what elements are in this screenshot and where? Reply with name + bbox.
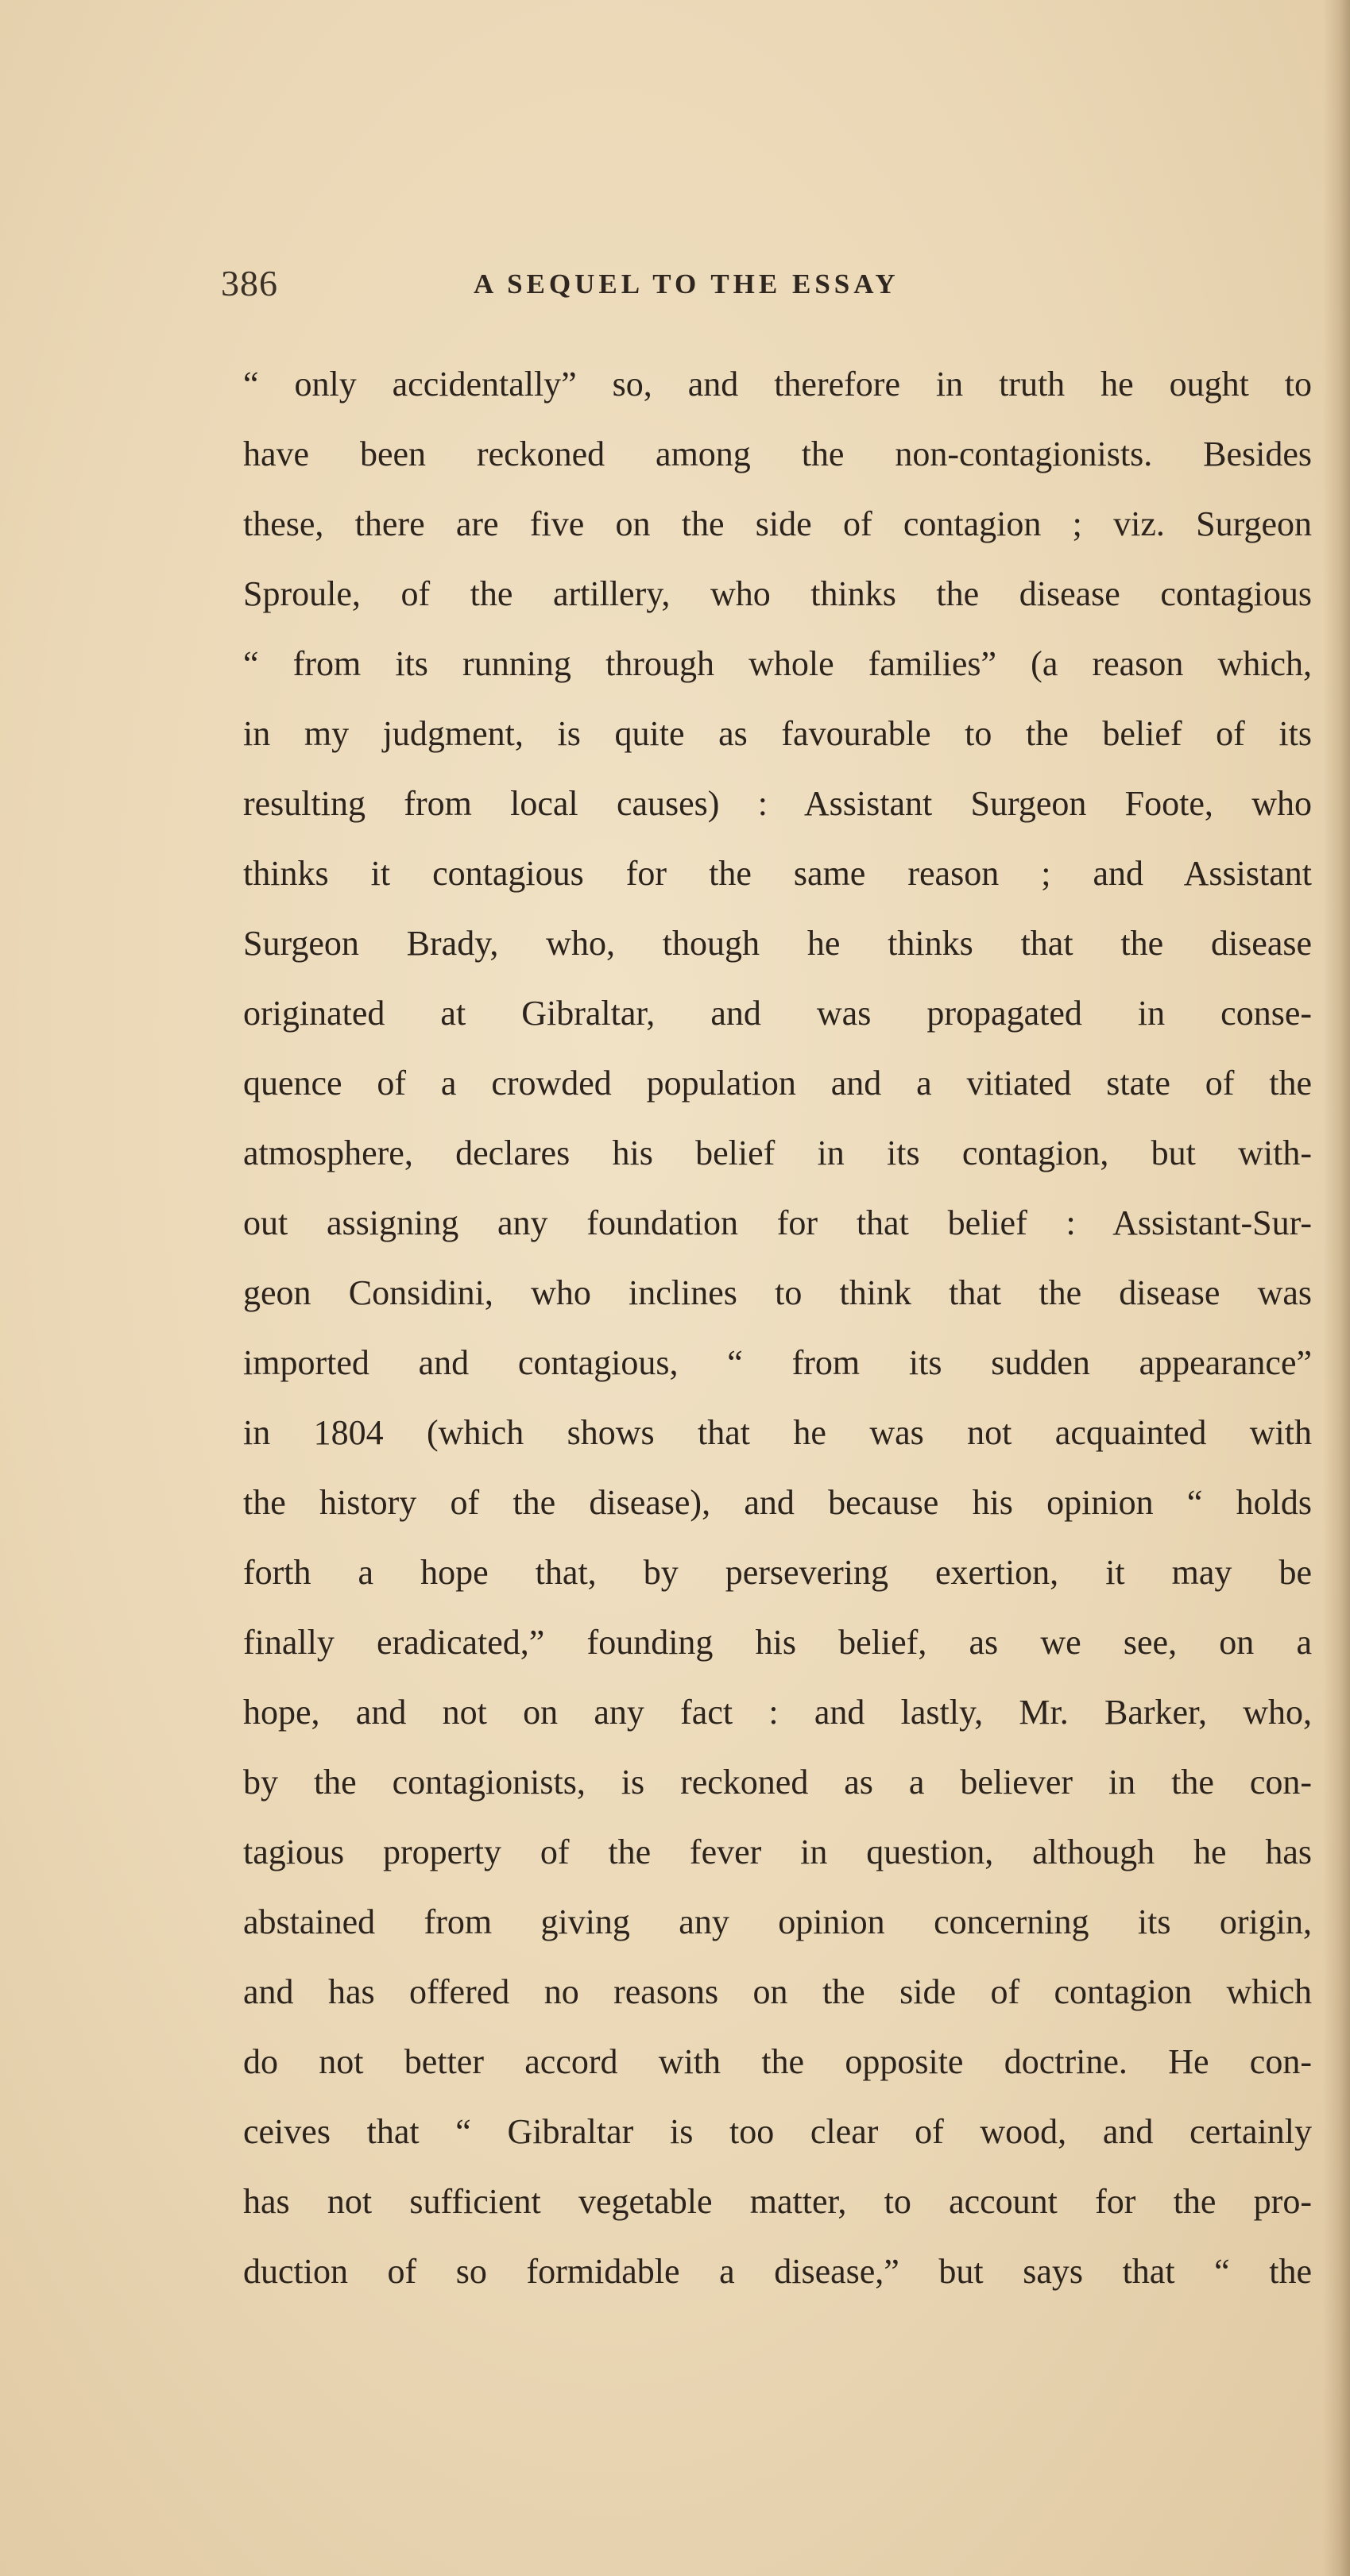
- text-line: abstained from giving any opinion concerning its origin,: [243, 1902, 1312, 1941]
- text-line: resulting from local causes) : Assistant Surgeon Foote, who: [243, 784, 1312, 823]
- text-line: ceives that “ Gibraltar is too clear of wood, and certainly: [243, 2112, 1312, 2151]
- text-line: do not better accord with the opposite doctrine. He con-: [243, 2042, 1312, 2081]
- page-number: 386: [221, 263, 278, 303]
- text-line: originated at Gibraltar, and was propagated in conse-: [243, 994, 1312, 1033]
- text-line: has not sufficient vegetable matter, to account for the pro-: [243, 2182, 1312, 2221]
- text-line: finally eradicated,” founding his belief, as we see, on a: [243, 1623, 1312, 1662]
- body-text: [243, 350, 1312, 2307]
- text-line: hope, and not on any fact : and lastly, Mr. Barker, who,: [243, 1693, 1312, 1732]
- text-line: geon Considini, who inclines to think that the disease was: [243, 1273, 1312, 1312]
- running-head: [221, 262, 1349, 310]
- text-line: duction of so formidable a disease,” but says that “ the: [243, 2252, 1312, 2291]
- text-line: atmosphere, declares his belief in its contagion, but with-: [243, 1134, 1312, 1172]
- text-line: these, there are five on the side of contagion ; viz. Surgeon: [243, 504, 1312, 543]
- text-line: Surgeon Brady, who, though he thinks that the disease: [243, 924, 1312, 963]
- text-line: forth a hope that, by persevering exertion, it may be: [243, 1553, 1312, 1592]
- text-line: the history of the disease), and because his opinion “ holds: [243, 1483, 1312, 1522]
- text-line: by the contagionists, is reckoned as a believer in the con-: [243, 1763, 1312, 1802]
- text-line: quence of a crowded population and a vitiated state of the: [243, 1064, 1312, 1103]
- text-line: tagious property of the fever in question, although he has: [243, 1833, 1312, 1871]
- text-line: “ from its running through whole families” (a reason which,: [243, 644, 1312, 683]
- text-line: imported and contagious, “ from its sudden appearance”: [243, 1343, 1312, 1382]
- text-line: and has offered no reasons on the side of contagion which: [243, 1972, 1312, 2011]
- page-edge-shadow: [1323, 0, 1350, 2576]
- text-line: thinks it contagious for the same reason ; and Assistant: [243, 854, 1312, 893]
- text-line: in my judgment, is quite as favourable to the belief of its: [243, 714, 1312, 753]
- text-line: have been reckoned among the non-contagionists. Besides: [243, 434, 1312, 473]
- text-line: out assigning any foundation for that belief : Assistant-Sur-: [243, 1203, 1312, 1242]
- running-title: A SEQUEL TO THE ESSAY: [474, 268, 899, 299]
- text-line: in 1804 (which shows that he was not acquainted with: [243, 1413, 1312, 1452]
- text-line: “ only accidentally” so, and therefore in truth he ought to: [243, 365, 1312, 404]
- text-line: Sproule, of the artillery, who thinks the disease contagious: [243, 574, 1312, 613]
